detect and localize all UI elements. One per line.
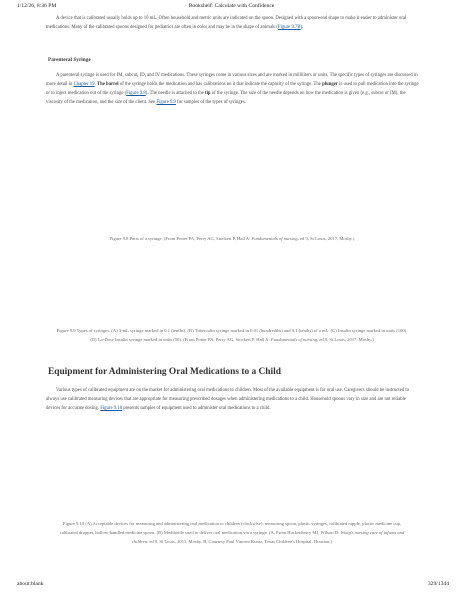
print-url: about:blank [17, 581, 44, 587]
heading-oral-medications-child: Equipment for Administering Oral Medications to a Child [48, 367, 281, 377]
heading-parenteral-syringe: Parenteral Syringe [48, 57, 91, 63]
link-chapter-19[interactable]: Chapter 19 [73, 82, 95, 88]
caption-figure-9-10: Figure 9.10 (A) Acceptable devices for measuring and administering oral medication to children (clockwise): measuring spoon, plastic syringes, calibrated nipple, plastic medicine cup, calibrated dropper, hollow-handled medicine spoon. (B) Medibottle used to deliver oral medication via a syringe. (A, From Hockenberry MJ, Wilson D: Wong's nursing care of infants and children, ed 9, St Louis, 2011, Mosby. B, Courtesy Paul Vincent Kuntz, Texas Children's Hospital, Houston.) [59, 521, 405, 544]
p1-after: ). [300, 25, 304, 31]
link-figure-9-9[interactable]: Figure 9.9 [156, 100, 176, 106]
p1-text: A device that is calibrated usually holds up to 10 mL. Often household and metric units are indicated on the spoon. Designed with a spoon-end shape to make it easier to administer oral medications. Many of the calibrated spoons designed for pediatrics are often in color and may be in the shape of animals ( [46, 16, 407, 31]
link-figure-9-7b[interactable]: Figure 9.7B [277, 25, 301, 31]
print-footer [0, 581, 463, 591]
term-tip: tip [205, 91, 211, 97]
term-barrel: The barrel [96, 82, 119, 88]
term-plunger: plunger [322, 82, 338, 88]
print-datetime: 1/12/26, 8:36 PM [17, 3, 57, 9]
link-figure-9-8[interactable]: Figure 9.8 [126, 91, 146, 97]
print-title: Bookshelf: Calculate with Confidence [188, 3, 275, 9]
paragraph-parenteral-syringe: A parenteral syringe is used for IM, subcut, ID, and IV medications. These syringes come in various sizes and are marked in milliliters or units. The specific types of syringes are discussed in more detail in Chapter 19. The barrel of the syringe holds the medication and has calibrations on it that indicate the capacity of the syringe. The plunger is used to pull medication into the syringe or to inject medication out of the syringe (Figure 9.8). The needle is attached to the tip of the syringe. The size of the needle depends on how the medication is given (e.g., subcut or IM), the viscosity of the medication, and the size of the client. See Figure 9.9 for samples of the types of syringes. [46, 73, 419, 106]
paragraph-oral-equipment: Various types of calibrated equipment are on the market for administering oral medications to children. Most of the available equipment is for oral use. Caregivers should be instructed to always use calibrated measuring devices that are appropriate for measuring prescribed dosages when administering medications to a child. Household spoons vary in size and are not reliable devices for accurate dosing. Figure 9.10 presents samples of equipment used to administer oral medications to a child. [46, 388, 409, 412]
print-header [0, 3, 463, 13]
link-figure-9-10[interactable]: Figure 9.10 [100, 406, 123, 412]
print-page-number: 329/1344 [427, 581, 449, 587]
paragraph-calibrated-spoon [46, 14, 420, 32]
caption-figure-9-9: Figure 9.9 Types of syringes. (A) 3-mL syringe marked in 0.1 (tenths). (B) Tuberculin syringe marked in 0.01 (hundredths) and 0.1 (tenths) of a mL. (C) Insulin syringe marked in units (100). (D) Lo-Dose Insulin syringe marked in units (50). (From Potter PA, Perry AG, Stockert P, Hall A: Fundamentals of nursing, ed 9, St Louis, 2017, Mosby.) [56, 328, 408, 342]
caption-figure-9-8: Figure 9.8 Parts of a syringe. (From Potter PA, Perry AG, Stockert P, Hall A: Fundamentals of nursing, ed 9, St Louis, 2017, Mosby.) [109, 236, 355, 241]
